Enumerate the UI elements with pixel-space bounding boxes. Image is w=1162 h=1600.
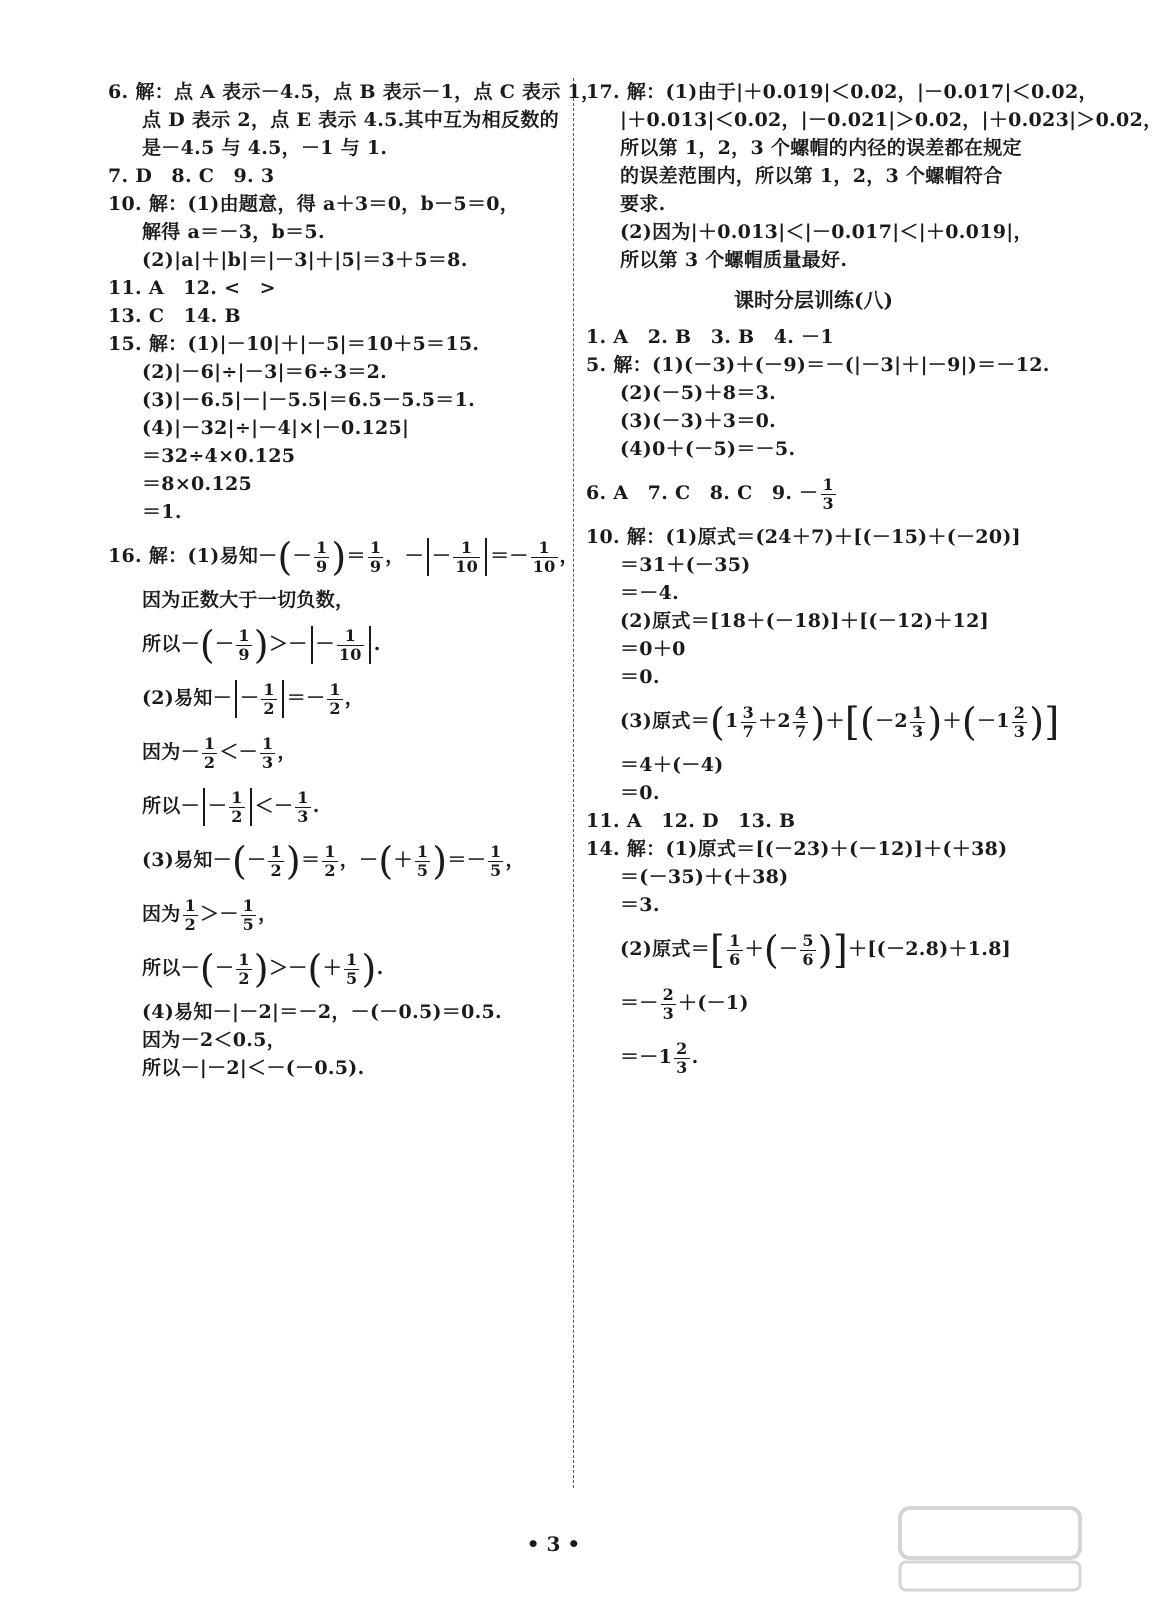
paren: ) — [1029, 700, 1045, 744]
paren: ( — [710, 700, 726, 744]
answer-16-line-9: 所以－(－ $\frac{1}{2}$ )＞－(＋ $\frac{1}{5}$ ). — [142, 947, 384, 991]
fraction: $\frac{1}{10}$ — [338, 625, 362, 664]
fraction: $\frac{1}{5}$ — [490, 841, 502, 880]
answer-10-line-1: 10. 解：(1)原式＝(24＋7)＋[(－15)＋(－20)] — [586, 526, 1021, 548]
left-column — [108, 78, 601, 1082]
answers-13-14: 13. C 14. B — [108, 305, 241, 327]
answer-17-line-7: 所以第 3 个螺帽质量最好. — [620, 249, 848, 271]
text: ， — [344, 687, 365, 709]
answer-10-line-4: (2)原式＝[18＋(－18)]＋[(－12)＋12] — [620, 610, 989, 632]
paren: ( — [763, 928, 780, 972]
text: －2 — [875, 710, 908, 732]
answer-16-line-2: 因为正数大于一切负数， — [142, 589, 355, 611]
answer-15-line-3: (3)|－6.5|－|－5.5|＝6.5－5.5＝1. — [142, 389, 476, 411]
text: ， — [258, 903, 278, 925]
answer-14-line-4 — [586, 925, 1041, 973]
text: 所以－ — [142, 795, 200, 817]
text: ＞－ — [268, 633, 308, 655]
paren: ) — [810, 700, 826, 744]
answers-1-4: 1. A 2. B 3. B 4. －1 — [586, 326, 834, 348]
text: ＝ — [301, 849, 321, 871]
fraction: $\frac{1}{9}$ — [315, 537, 328, 576]
text: 16. 解：(1)易知－ — [108, 545, 278, 567]
answer-10-line-9: ＝0. — [620, 782, 660, 804]
answer-5-line-1: 5. 解：(1)(－3)＋(－9)＝－(|－3|＋|－9|)＝－12. — [586, 354, 1050, 376]
text: ＜－ — [254, 795, 294, 817]
answer-16-line-10: (4)易知－|－2|＝－2，－(－0.5)＝0.5. — [142, 1001, 502, 1023]
fraction: $\frac{4}{7}$ — [794, 702, 807, 741]
answer-17-line-1: 17. 解：(1)由于|＋0.019|＜0.02，|－0.017|＜0.02， — [586, 81, 1098, 103]
answer-10-line-5: ＝0＋0 — [620, 638, 686, 660]
answer-17-line-3: 所以第 1，2，3 个螺帽的内径的误差都在规定 — [620, 137, 1022, 159]
text: ，－ — [385, 545, 424, 567]
answer-14-line-3: ＝3. — [620, 894, 660, 916]
text: ＝－1 — [620, 1046, 673, 1068]
fraction: $\frac{1}{2}$ — [184, 895, 197, 934]
column-divider — [573, 78, 574, 1488]
text: －1 — [976, 710, 1010, 732]
paren: ( — [277, 535, 293, 579]
paren: ( — [199, 623, 216, 667]
answer-17-line-4: 的误差范围内，所以第 1，2，3 个螺帽符合 — [620, 165, 1003, 187]
fraction: $\frac{1}{3}$ — [297, 787, 309, 826]
fraction: $\frac{1}{6}$ — [729, 930, 741, 969]
paren: ( — [378, 839, 394, 883]
answer-5-line-4: (4)0＋(－5)＝－5. — [620, 438, 796, 460]
text: ， — [505, 849, 525, 871]
text: . — [691, 1046, 699, 1068]
answer-6-line-3: 是－4.5 与 4.5，－1 与 1. — [142, 137, 388, 159]
fraction: $\frac{1}{3}$ — [261, 733, 274, 772]
paren: ) — [285, 839, 302, 883]
abs-bar — [485, 538, 487, 576]
answer-10-line-7 — [586, 697, 1060, 745]
answer-16-line-7: (3)易知－(－ $\frac{1}{2}$ )＝ $\frac{1}{2}$ ，－(＋ $\frac{1}{5}$ )＝－ $\frac{1}{5}$ ， — [142, 839, 525, 883]
paren: ) — [927, 700, 943, 744]
answer-15-line-4: (4)|－32|÷|－4|×|－0.125| — [142, 417, 410, 439]
abs-bar — [203, 788, 205, 826]
fraction: $\frac{1}{2}$ — [263, 679, 275, 718]
answer-16-line-3: 所以－(－ $\frac{1}{9}$ )＞－ － $\frac{1}{10}$ . — [142, 623, 381, 667]
answer-10-line-2: 解得 a＝－3，b＝5. — [142, 221, 325, 243]
answer-17-line-5: 要求. — [620, 193, 666, 215]
paren: ) — [817, 928, 833, 972]
answer-10-line-3: (2)|a|＋|b|＝|－3|＋|5|＝3＋5＝8. — [142, 249, 468, 271]
text: ＋ — [942, 710, 962, 732]
text: . — [376, 957, 384, 979]
answer-14-line-2: ＝(－35)＋(＋38) — [620, 866, 789, 888]
fraction: $\frac{1}{2}$ — [329, 679, 341, 718]
answer-14-line-1: 14. 解：(1)原式＝[(－23)＋(－12)]＋(＋38) — [586, 838, 1008, 860]
abs-bar — [235, 680, 237, 718]
text: ＋ — [744, 938, 764, 960]
section-title: 课时分层训练(八) — [734, 288, 893, 312]
text: 1 — [725, 710, 739, 732]
text: ＝－ — [490, 545, 529, 567]
abs-bar — [250, 788, 252, 826]
text: ， — [277, 741, 297, 763]
answer-6-line-1: 6. 解：点 A 表示－4.5，点 B 表示－1，点 C 表示 1， — [108, 81, 601, 103]
text: 因为 — [142, 903, 181, 925]
answer-15-line-6: ＝8×0.125 — [142, 473, 253, 495]
answer-17-line-6: (2)因为|＋0.013|＜|－0.017|＜|＋0.019|， — [620, 221, 1033, 243]
text: ，－ — [339, 849, 379, 871]
answer-16-line-8 — [108, 890, 563, 938]
answer-16-line-12: 所以－|－2|＜－(－0.5). — [142, 1057, 365, 1079]
answer-14-line-5 — [586, 979, 1041, 1027]
answer-17-line-2: |＋0.013|＜0.02，|－0.021|＞0.02，|＋0.023|＞0.02， — [620, 109, 1162, 131]
paren: ) — [253, 623, 269, 667]
text: . — [312, 795, 320, 817]
fraction: $\frac{3}{7}$ — [742, 702, 755, 741]
fraction: $\frac{2}{3}$ — [676, 1038, 688, 1077]
text: ＋[(－2.8)＋1.8] — [848, 938, 1012, 960]
fraction: $\frac{2}{3}$ — [662, 984, 675, 1023]
answer-10-line-6: ＝0. — [620, 666, 660, 688]
page-number: • 3 • — [526, 1532, 581, 1556]
text: ＝－ — [620, 992, 659, 1014]
text: 因为－ — [142, 741, 200, 763]
paren: ) — [432, 839, 448, 883]
paren: ( — [961, 700, 977, 744]
fraction: $\frac{1}{5}$ — [242, 895, 255, 934]
text: (3)易知－ — [142, 849, 232, 871]
text: (2)原式＝ — [620, 938, 710, 960]
paren: ( — [307, 947, 323, 991]
bracket: [ — [710, 928, 726, 972]
fraction: $\frac{1}{2}$ — [324, 841, 336, 880]
paren: ) — [331, 535, 347, 579]
answer-5-line-3: (3)(－3)＋3＝0. — [620, 410, 777, 432]
text: 6. A 7. C 8. C 9. － — [586, 482, 819, 504]
fraction: $\frac{1}{2}$ — [203, 733, 216, 772]
text: ＋2 — [758, 710, 791, 732]
answer-16-line-6: 所以－ － $\frac{1}{2}$ ＜－ $\frac{1}{3}$ . — [142, 787, 320, 826]
text: ＝－ — [286, 687, 326, 709]
fraction: $\frac{1}{3}$ — [911, 702, 924, 741]
abs-bar — [427, 538, 429, 576]
text: ＝－ — [447, 849, 487, 871]
answers-6-9 — [586, 469, 1041, 517]
fraction: $\frac{1}{10}$ — [532, 537, 556, 576]
text: － — [779, 938, 799, 960]
answer-16-line-1: 16. 解：(1)易知－(－ $\frac{1}{9}$ )＝ $\frac{1}{9}$ ，－ － $\frac{1}{10}$ ＝－ $\frac{1}{10}$ ， — [108, 535, 579, 579]
right-column — [586, 78, 1162, 1087]
answer-5-line-2: (2)(－5)＋8＝3. — [620, 382, 777, 404]
watermark-logo — [892, 1502, 1092, 1594]
text: (3)原式＝ — [620, 710, 710, 732]
answer-6-line-2: 点 D 表示 2，点 E 表示 4.5.其中互为相反数的 — [142, 109, 559, 131]
answers-11-13: 11. A 12. D 13. B — [586, 810, 796, 832]
answers-7-9: 7. D 8. C 9. 3 — [108, 165, 275, 187]
answer-10-line-8: ＝4＋(－4) — [620, 754, 724, 776]
answer-10-line-1: 10. 解：(1)由题意，得 a＋3＝0，b－5＝0， — [108, 193, 520, 215]
text: (2)易知－ — [142, 687, 232, 709]
fraction: $\frac{1}{10}$ — [455, 537, 479, 576]
paren: ( — [199, 947, 216, 991]
fraction: $\frac{1}{5}$ — [346, 949, 358, 988]
abs-bar — [311, 626, 313, 664]
answer-16-line-5 — [108, 728, 563, 776]
bracket: ] — [832, 928, 849, 972]
bracket: [ — [844, 700, 860, 744]
fraction: $\frac{1}{3}$ — [822, 474, 834, 513]
fraction: $\frac{2}{3}$ — [1013, 702, 1026, 741]
text: ＞－ — [200, 903, 239, 925]
paren: ( — [859, 700, 876, 744]
text: ＋(－1) — [678, 992, 749, 1014]
fraction: $\frac{1}{5}$ — [416, 841, 429, 880]
answer-15-line-5: ＝32÷4×0.125 — [142, 445, 296, 467]
fraction: $\frac{1}{2}$ — [231, 787, 243, 826]
paren: ) — [253, 947, 269, 991]
bracket: ] — [1044, 700, 1060, 744]
answer-15-line-1: 15. 解：(1)|－10|＋|－5|＝10＋5＝15. — [108, 333, 480, 355]
paren: ( — [232, 839, 248, 883]
abs-bar — [282, 680, 284, 718]
text: ， — [559, 545, 579, 567]
answer-10-line-3: ＝－4. — [620, 582, 680, 604]
answer-14-line-6 — [586, 1033, 1041, 1081]
answer-10-line-2: ＝31＋(－35) — [620, 554, 751, 576]
text: ＞－ — [268, 957, 308, 979]
answer-16-line-4: (2)易知－ － $\frac{1}{2}$ ＝－ $\frac{1}{2}$ ， — [142, 679, 365, 718]
fraction: $\frac{1}{2}$ — [238, 949, 250, 988]
fraction: $\frac{1}{9}$ — [369, 537, 382, 576]
answer-15-line-2: (2)|－6|÷|－3|＝6÷3＝2. — [142, 361, 388, 383]
text: ＋ — [825, 710, 845, 732]
fraction: $\frac{5}{6}$ — [802, 930, 814, 969]
text: ＋ — [322, 957, 342, 979]
text: ＜－ — [219, 741, 258, 763]
paren: ) — [361, 947, 377, 991]
text: 所以－ — [142, 633, 200, 655]
text: 所以－ — [142, 957, 200, 979]
answers-11-12: 11. A 12. < > — [108, 277, 276, 299]
fraction: $\frac{1}{2}$ — [270, 841, 282, 880]
answer-15-line-7: ＝1. — [142, 501, 182, 523]
text: ＝ — [346, 545, 366, 567]
text: . — [373, 633, 381, 655]
answer-16-line-11: 因为－2＜0.5， — [142, 1029, 286, 1051]
text: ＋ — [393, 849, 413, 871]
abs-bar — [369, 626, 371, 664]
fraction: $\frac{1}{9}$ — [238, 625, 250, 664]
